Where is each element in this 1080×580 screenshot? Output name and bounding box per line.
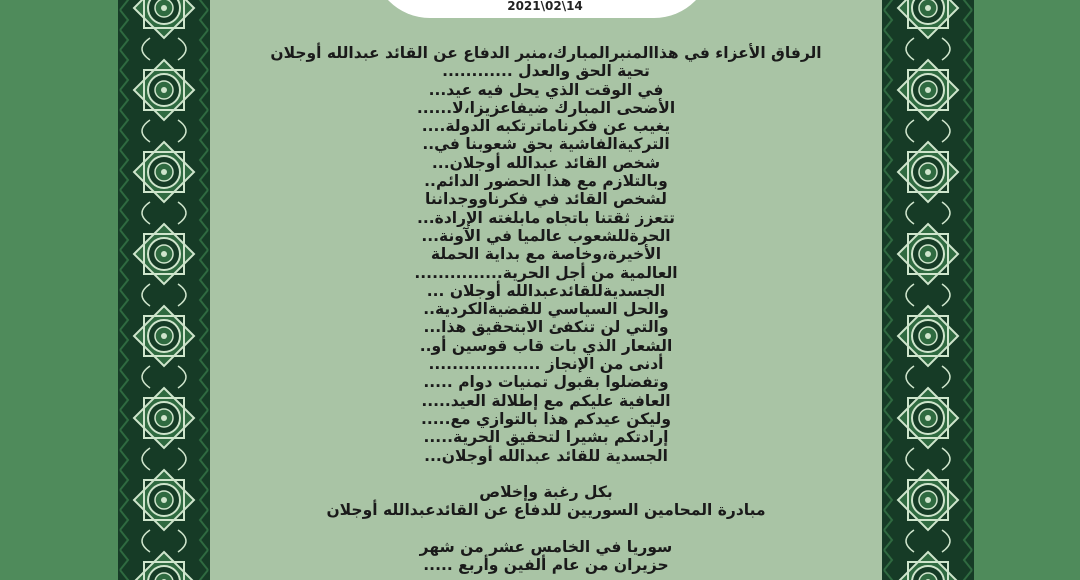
letter-closing: بكل رغبة وإخلاص <box>479 483 613 502</box>
letter-line: الرفاق الأعزاء في هذاالمنبرالمبارك،منبر الدفاع عن القائد عبدالله أوجلان <box>270 44 822 62</box>
letter-line: لشخص القائد في فكرناووجداننا <box>425 190 667 209</box>
letter-line: العافية عليكم مع إطلالة العيد..... <box>421 391 671 410</box>
letter-line: الجسديةللقائدعبدالله أوجلان ... <box>426 281 666 300</box>
letter-line: الأضحى المبارك ضيفاعزيزا،لا...... <box>416 98 676 117</box>
letter-line: في الوقت الذي يحل فيه عيد... <box>428 80 664 99</box>
letter-place-date: سوريا في الخامس عشر من شهر <box>419 538 673 557</box>
letter-line: إرادتكم بشيرا لتحقيق الحرية..... <box>423 428 669 447</box>
letter-line: أدنى من الإنجاز ................... <box>428 355 664 374</box>
letter-line: الأخيرة،وخاصة مع بداية الحملة <box>430 245 662 264</box>
letter-line: الحرةللشعوب عالميا في الآونة... <box>421 226 671 245</box>
letter-line: يغيب عن فكرناماترتكبه الدولة.... <box>421 117 671 136</box>
letter-place-date: حزيران من عام ألفين وأربع ..... <box>423 556 669 575</box>
letter-date: 2021\02\14 <box>507 0 583 13</box>
letter-line: وبالتلازم مع هذا الحضور الدائم.. <box>424 172 668 191</box>
letter-line: شخص القائد عبدالله أوجلان... <box>431 153 661 172</box>
letter-line: وتفضلوا بقبول تمنيات دوام ..... <box>423 373 669 392</box>
letter-line: العالمية من أجل الحرية............... <box>414 263 678 282</box>
letter-line: والتي لن تنكفئ الابتحقيق هذا... <box>423 318 669 337</box>
letter-line: تحية الحق والعدل ............ <box>442 62 650 81</box>
letter-signature: مبادرة المحامين السوريين للدفاع عن القائدعبدالله أوجلان <box>326 501 766 520</box>
letter-line: التركيةالفاشية بحق شعوبنا في.. <box>422 135 670 154</box>
letter-line: تتعزز ثقتنا باتجاه مابلغته الإرادة... <box>417 208 675 227</box>
spacer <box>230 520 862 538</box>
letter-line: الجسدية للقائد عبدالله أوجلان... <box>424 446 668 465</box>
right-ornament-border <box>882 0 974 580</box>
letter-line: والحل السياسي للقضيةالكردية.. <box>423 300 669 319</box>
letter-line: وليكن عيدكم هذا بالتوازي مع..... <box>421 409 671 428</box>
spacer <box>230 465 862 483</box>
left-ornament-border <box>118 0 210 580</box>
letter-line: الشعار الذي بات قاب قوسين أو.. <box>419 336 673 355</box>
letter-body <box>230 44 862 575</box>
